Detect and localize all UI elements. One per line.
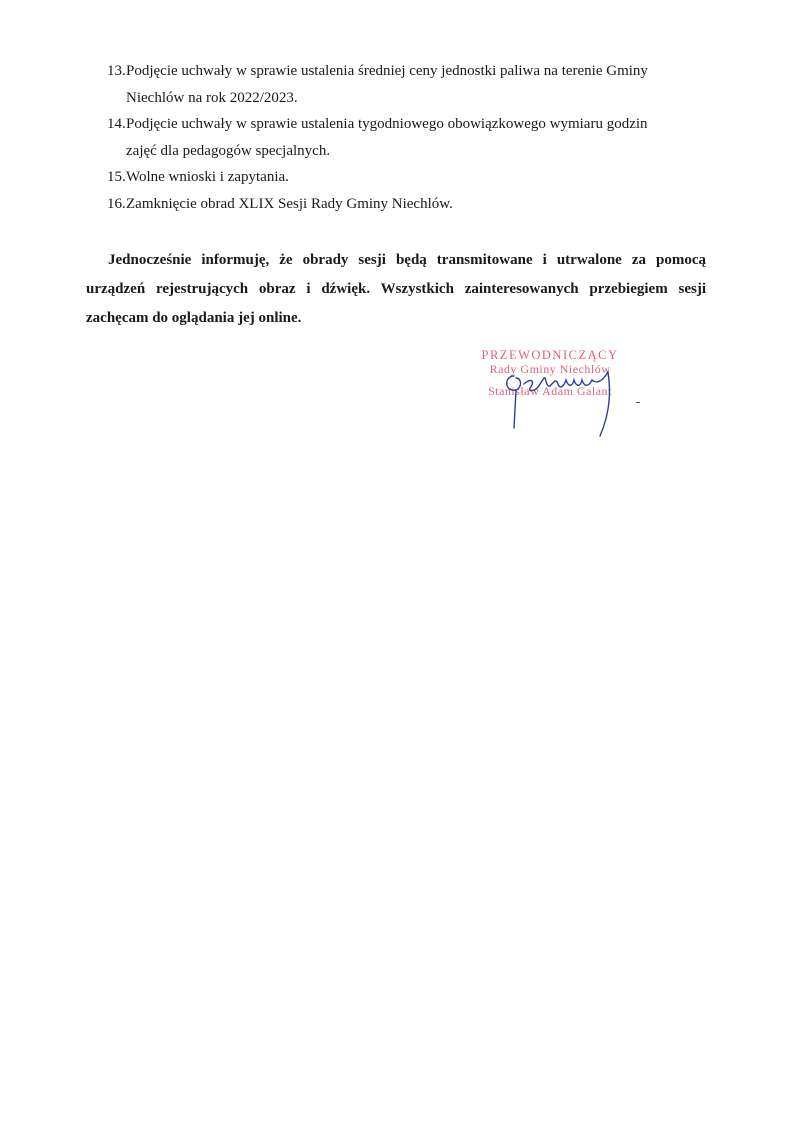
stamp-title: PRZEWODNICZĄCY <box>481 348 619 362</box>
item-number: 16. <box>107 195 126 212</box>
stamp-name: Stanisław Adam Galant <box>488 384 612 398</box>
item-text: Wolne wnioski i zapytania. <box>126 169 289 185</box>
agenda-item-15 <box>107 164 717 191</box>
item-number: 15. <box>107 169 126 185</box>
item-number: 14. <box>107 116 126 132</box>
stamp-body: Rady Gminy Niechlów <box>489 362 611 376</box>
item-number: 13. <box>107 63 126 79</box>
item-text: Podjęcie uchwały w sprawie ustalenia średniej ceny jednostki paliwa na terenie Gminy Niechlów na rok 2022/2023. <box>126 63 648 106</box>
pen-mark <box>636 402 640 403</box>
item-text: Podjęcie uchwały w sprawie ustalenia tygodniowego obowiązkowego wymiaru godzin zajęć dla pedagogów specjalnych. <box>126 116 648 159</box>
notice-paragraph <box>86 246 706 333</box>
item-text: Zamknięcie obrad XLIX Sesji Rady Gminy Niechlów. <box>126 195 453 212</box>
notice-text: Jednocześnie informuję, że obrady sesji będą transmitowane i utrwalone za pomocą urządzeń rejestrujących obraz i dźwięk. Wszystkich zainteresowanych przebiegiem sesji zachęcam do oglądania jej online. <box>86 252 706 326</box>
agenda-list <box>107 58 717 217</box>
agenda-item-13 <box>107 58 717 111</box>
handwritten-signature <box>500 358 630 438</box>
agenda-item-16 <box>107 191 717 218</box>
agenda-item-14 <box>107 111 717 164</box>
